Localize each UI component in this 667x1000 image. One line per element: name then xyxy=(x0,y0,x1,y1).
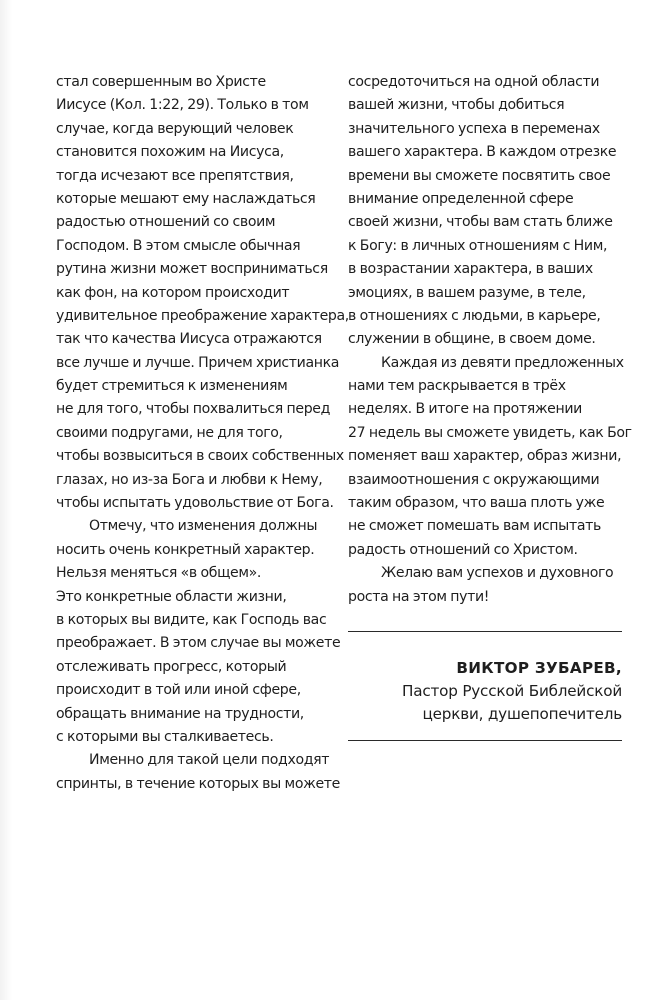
text-line: вашего характера. В каждом отрезке xyxy=(348,144,617,161)
text-line: преображает. В этом случае вы можете xyxy=(56,635,341,652)
text-line: Нельзя меняться «в общем». xyxy=(56,565,262,582)
text-line: служении в общине, в своем доме. xyxy=(348,331,596,348)
text-line: нами тем раскрывается в трёх xyxy=(348,378,566,395)
text-line: вашей жизни, чтобы добиться xyxy=(348,97,565,114)
text-line: рутина жизни может восприниматься xyxy=(56,261,328,278)
text-line: спринты, в течение которых вы можете xyxy=(56,775,340,792)
text-line: чтобы возвыситься в своих собственных xyxy=(56,448,344,465)
text-line: неделях. В итоге на протяжении xyxy=(348,401,582,418)
text-line: таким образом, что ваша плоть уже xyxy=(348,495,605,512)
text-line: отслеживать прогресс, который xyxy=(56,658,287,675)
text-line: в отношениях с людьми, в карьере, xyxy=(348,307,601,324)
text-line: к Богу: в личных отношениям с Ним, xyxy=(348,237,608,254)
text-line: как фон, на котором происходит xyxy=(56,284,290,301)
text-line: своей жизни, чтобы вам стать ближе xyxy=(348,214,613,231)
text-line: происходит в той или иной сфере, xyxy=(56,682,301,699)
text-line: чтобы испытать удовольствие от Бога. xyxy=(56,495,334,512)
text-line: все лучше и лучше. Причем христианка xyxy=(56,354,340,371)
text-line: радостью отношений со своим xyxy=(56,214,276,231)
text-line: стал совершенным во Христе xyxy=(56,74,266,90)
text-line: случае, когда верующий человек xyxy=(56,120,294,137)
paragraph-first-line: Каждая из девяти предложенных xyxy=(381,354,624,371)
text-line: своими подругами, не для того, xyxy=(56,424,283,441)
text-line: удивительное преображение характера, xyxy=(56,307,349,324)
text-line: обращать внимание на трудности, xyxy=(56,705,304,722)
paragraph-first-line: Желаю вам успехов и духовного xyxy=(381,565,614,582)
text-line: будет стремиться к изменениям xyxy=(56,378,288,395)
text-line: времени вы сможете посвятить свое xyxy=(348,167,611,184)
text-line: эмоциях, в вашем разуме, в теле, xyxy=(348,284,586,301)
text-line: носить очень конкретный характер. xyxy=(56,541,315,558)
text-line: тогда исчезают все препятствия, xyxy=(56,167,294,184)
text-line: внимание определенной сфере xyxy=(348,190,574,207)
text-line: сосредоточиться на одной области xyxy=(348,74,600,90)
author-name: ВИКТОР ЗУБАРЕВ, xyxy=(456,659,622,677)
text-line: которые мешают ему наслаждаться xyxy=(56,190,316,207)
text-line: не сможет помешать вам испытать xyxy=(348,518,601,535)
page-edge-shadow xyxy=(0,0,12,1000)
text-line: не для того, чтобы похвалиться перед xyxy=(56,401,331,418)
text-line: взаимоотношения с окружающими xyxy=(348,471,600,488)
text-line: значительного успеха в переменах xyxy=(348,120,600,137)
text-line: радость отношений со Христом. xyxy=(348,541,578,558)
author-title-line: церкви, душепопечитель xyxy=(422,705,622,723)
text-line: глазах, но из-за Бога и любви к Нему, xyxy=(56,471,323,488)
text-line: роста на этом пути! xyxy=(348,588,490,605)
text-line: становится похожим на Иисуса, xyxy=(56,144,284,161)
paragraph-first-line: Именно для такой цели подходят xyxy=(89,752,330,769)
signature-divider-bottom xyxy=(348,740,622,741)
signature-block xyxy=(402,657,622,726)
text-line: в которых вы видите, как Господь вас xyxy=(56,611,327,628)
author-title-line: Пастор Русской Библейской xyxy=(402,682,622,700)
text-line: так что качества Иисуса отражаются xyxy=(56,331,322,348)
paragraph-first-line: Отмечу, что изменения должны xyxy=(89,518,318,535)
text-line: Господом. В этом смысле обычная xyxy=(56,237,301,254)
signature-divider-top xyxy=(348,631,622,632)
text-line: Иисусе (Кол. 1:22, 29). Только в том xyxy=(56,97,309,114)
text-line: с которыми вы сталкиваетесь. xyxy=(56,728,274,745)
text-line: Это конкретные области жизни, xyxy=(56,588,287,605)
text-line: 27 недель вы сможете увидеть, как Бог xyxy=(348,424,632,441)
text-line: в возрастании характера, в ваших xyxy=(348,261,593,278)
right-text-column xyxy=(348,71,638,609)
text-line: поменяет ваш характер, образ жизни, xyxy=(348,448,622,465)
left-text-column xyxy=(56,71,349,796)
